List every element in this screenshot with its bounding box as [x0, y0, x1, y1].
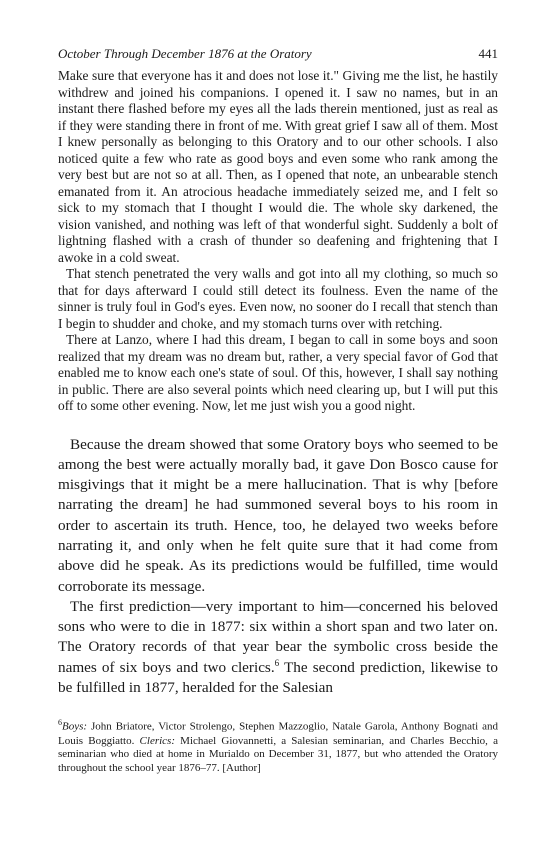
footnote [58, 716, 498, 775]
footnote-reference[interactable]: 6 [274, 657, 280, 668]
footnote-boys-label: Boys: [62, 721, 88, 734]
footnote-boys-text: John Briatore, Victor Strolengo, Stephen Mazzoglio, Natale Garola, Anthony Bognati and Louis Boggiatto. [58, 721, 498, 747]
quote-paragraph-2: That stench penetrated the very walls and got into all my clothing, so much so that for days afterward I could still detect its foulness. Even the name of the sinner is truly foul in God's eyes. Even now, no sooner do I recall that stench than I begin to shudder and choke, and my stomach turns over with retching. [58, 266, 498, 331]
running-title: October Through December 1876 at the Oratory [58, 46, 312, 61]
body-paragraph-1: Because the dream showed that some Oratory boys who seemed to be among the best were actually morally bad, it gave Don Bosco cause for misgivings that it might be a mere hallucination. That is why [before narrating the dream] he had summoned several boys to his room in order to ascertain its truth. Hence, too, he delayed two weeks before narrating it, and only when he felt quite sure that it had come from above did he speak. As its predictions would be fulfilled, time would corroborate its message. [58, 435, 498, 595]
footnote-clerics-text: Michael Giovannetti, a Salesian seminarian, and Charles Becchio, a seminarian who died at home in Murialdo on December 31, 1877, but who attended the Oratory throughout the school year 1876–77. [Author] [58, 734, 498, 774]
page-number: 441 [478, 46, 498, 61]
quote-paragraph-1: Make sure that everyone has it and does not lose it." Giving me the list, he hastily withdrew and joined his companions. I opened it. I saw no names, but in an instant there flashed before my eyes all the lads therein mentioned, just as real as if they were standing there in front of me. With great grief I saw all of them. Most I knew personally as belonging to this Oratory and to our other schools. I also noticed quite a few who rate as good boys and even some who rank among the very best but are not so at all. Then, as I opened that note, an unbearable stench emanated from it. An atrocious headache immediately seized me, and I felt so sick to my stomach that I thought I would die. The whole sky darkened, the vision vanished, and nothing was left of that wonderful sight. Suddenly a bolt of lightning flashed with a crash of thunder so deafening and frightening that I awoke in a cold sweat. [58, 68, 498, 265]
body-paragraph-2 [58, 597, 498, 698]
footnote-mark: 6 [58, 718, 62, 728]
book-page [58, 46, 498, 775]
main-text [58, 435, 498, 699]
running-header [58, 46, 498, 68]
dream-narrative-quote [58, 68, 498, 415]
footnote-clerics-label: Clerics: [139, 734, 175, 747]
body-paragraph-2-text: The first prediction—very important to him—concerned his beloved sons who were to die in 1877: six within a short span and two later on. The Oratory records of that year bear the symbolic cross beside the names of six boys and two clerics. [58, 597, 498, 676]
body-paragraph-2-continuation: The second prediction, likewise to be fulfilled in 1877, heralded for the Salesian [58, 658, 498, 697]
quote-paragraph-3: There at Lanzo, where I had this dream, I began to call in some boys and soon realized that my dream was no dream but, rather, a very special favor of God that enabled me to know each one's state of soul. Of this, however, I shall say nothing in public. There are also several points which need clearing up, but I will put this off to some other evening. Now, let me just wish you a good night. [58, 332, 498, 413]
